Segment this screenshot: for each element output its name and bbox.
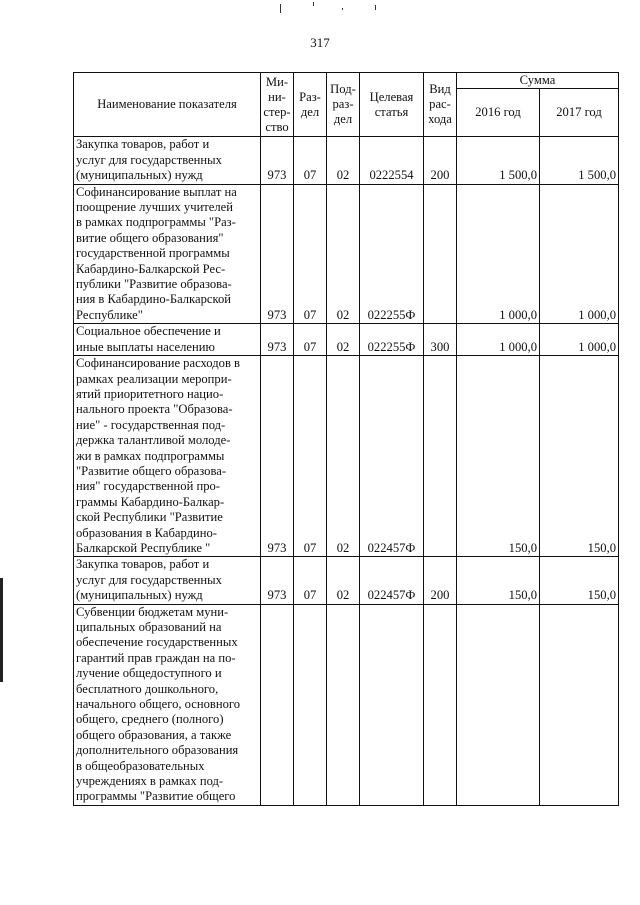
row-sum-2016 [457,604,540,805]
header-section: Раз- дел [294,73,327,137]
row-sum-2016: 1 000,0 [457,324,540,356]
scan-edge-mark [0,578,3,682]
row-section: 07 [294,324,327,356]
row-subsection: 02 [327,324,360,356]
row-subsection: 02 [327,137,360,184]
row-subsection [327,604,360,805]
row-subsection: 02 [327,557,360,604]
header-target: Целевая статья [360,73,424,137]
budget-table [73,72,619,806]
row-ministry: 973 [261,356,294,557]
header-name: Наименование показателя [74,73,261,137]
row-target: 0222554 [360,137,424,184]
table-row [74,557,619,604]
row-ministry: 973 [261,137,294,184]
row-target: 022255Ф [360,184,424,324]
row-section: 07 [294,356,327,557]
row-sum-2016: 1 000,0 [457,184,540,324]
row-target: 022457Ф [360,557,424,604]
header-sum: Сумма [457,73,619,89]
row-sum-2016: 1 500,0 [457,137,540,184]
row-subsection: 02 [327,356,360,557]
row-sum-2017: 150,0 [540,557,619,604]
row-ministry: 973 [261,324,294,356]
row-sum-2017: 1 000,0 [540,184,619,324]
row-target [360,604,424,805]
row-expense-type [424,604,457,805]
row-section: 07 [294,184,327,324]
table-row [74,604,619,805]
header-ministry: Ми- ни- стер- ство [261,73,294,137]
row-expense-type: 200 [424,137,457,184]
table-row [74,137,619,184]
row-expense-type [424,184,457,324]
row-name: Закупка товаров, работ и услуг для государственных (муниципальных) нужд [74,137,261,184]
row-section: 07 [294,137,327,184]
row-expense-type [424,356,457,557]
row-target: 022255Ф [360,324,424,356]
header-year-2016: 2016 год [457,89,540,137]
row-name: Софинансирование выплат на поощрение лучших учителей в рамках подпрограммы "Раз- витие общего образования" государственной программы Кабардино-Балкарской Рес- публики "Развитие образова- ния в Кабардино-Балкарской Республике" [74,184,261,324]
table-row [74,356,619,557]
row-name: Закупка товаров, работ и услуг для государственных (муниципальных) нужд [74,557,261,604]
scan-marks [280,0,400,14]
row-section [294,604,327,805]
row-sum-2017: 1 500,0 [540,137,619,184]
row-expense-type: 300 [424,324,457,356]
table-body [74,137,619,805]
row-name: Социальное обеспечение и иные выплаты населению [74,324,261,356]
row-expense-type: 200 [424,557,457,604]
table-row [74,324,619,356]
table-row [74,184,619,324]
header-expense-type: Вид рас- хода [424,73,457,137]
row-subsection: 02 [327,184,360,324]
row-sum-2016: 150,0 [457,356,540,557]
row-sum-2017: 150,0 [540,356,619,557]
row-sum-2017: 1 000,0 [540,324,619,356]
page-number: 317 [310,35,330,50]
row-name: Софинансирование расходов в рамках реализации меропри- ятий приоритетного нацио- нального проекта "Образова- ние" - государственная под- держка талантливой молоде- жи в рамках подпрограммы "Развитие общего образова- ния" государственной про- граммы Кабардино-Балкар- ской Республики "Развитие образования в Кабардино- Балкарской Республике " [74,356,261,557]
row-sum-2017 [540,604,619,805]
row-ministry: 973 [261,184,294,324]
row-target: 022457Ф [360,356,424,557]
row-section: 07 [294,557,327,604]
row-ministry: 973 [261,557,294,604]
row-ministry [261,604,294,805]
header-year-2017: 2017 год [540,89,619,137]
row-name: Субвенции бюджетам муни- ципальных образований на обеспечение государственных гарантий прав граждан на по- лучение общедоступного и бесплатного дошкольного, начального общего, основного общего, среднего (полного) общего образования, а также дополнительного образования в общеобразовательных учреждениях в рамках под- программы "Развитие общего [74,604,261,805]
header-subsection: Под- раз- дел [327,73,360,137]
row-sum-2016: 150,0 [457,557,540,604]
